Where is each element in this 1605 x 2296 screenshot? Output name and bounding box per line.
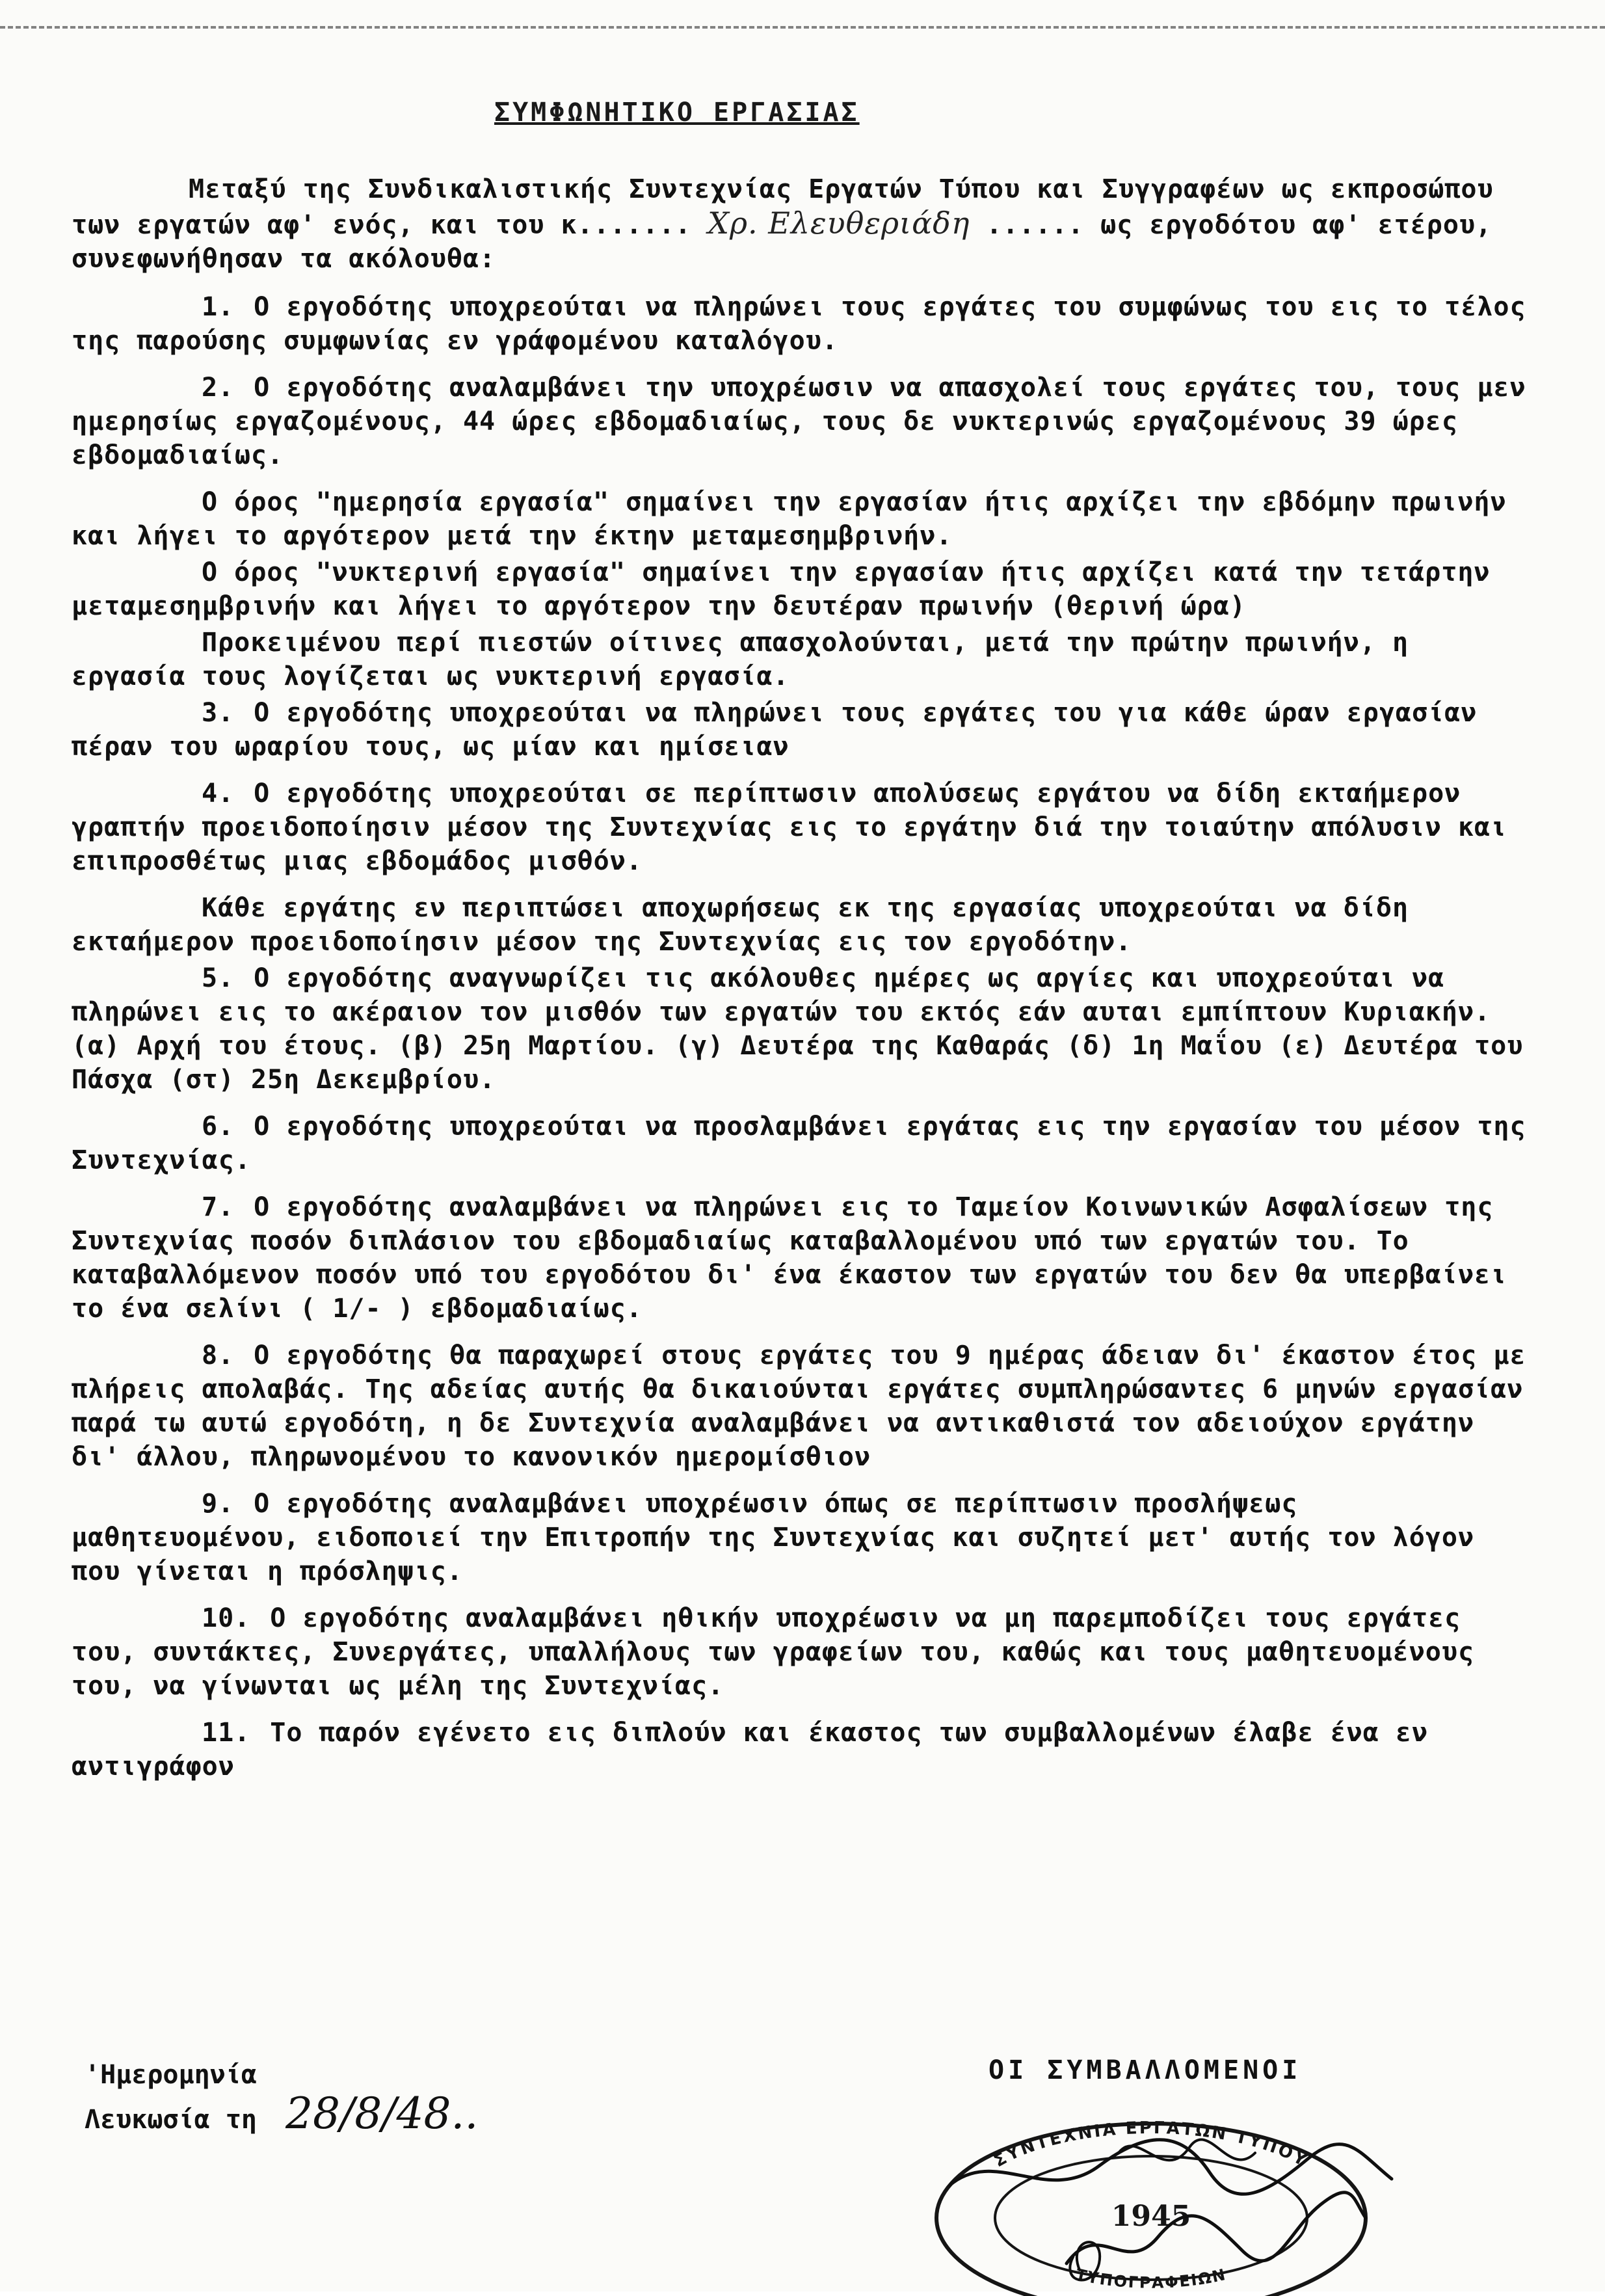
clause-text: Ο εργοδότης υποχρεούται να προσλαμβάνει εργάτας εις την εργασίαν του μέσον της Συντεχνίας. <box>72 1112 1526 1175</box>
clause-1 <box>72 290 1535 358</box>
clause-number: 5. <box>202 963 235 993</box>
clause-text: Ο εργοδότης αναλαμβάνει την υποχρέωσιν να απασχολεί τους εργάτες του, τους μεν ημερησίως εργαζομένους, 44 ώρες εβδομαδιαίως, τους δε νυκτερινώς εργαζομένους 39 ώρες εβδομαδιαίως. <box>72 373 1526 470</box>
intro-line-2: ...... ως εργοδότου αφ' ετέρου, συνεφωνήθησαν τα ακόλουθα: <box>72 210 1492 274</box>
clause-number: 11. <box>202 1718 251 1748</box>
clause-10 <box>72 1601 1535 1703</box>
clause-number: 9. <box>202 1489 235 1519</box>
clause-8 <box>72 1339 1535 1474</box>
document-body <box>72 172 1535 1796</box>
clause-number: 7. <box>202 1192 235 1222</box>
clause-11 <box>72 1716 1535 1783</box>
union-stamp <box>904 2107 1398 2296</box>
page-edge-marks <box>0 26 1605 42</box>
place-date-block <box>85 2055 478 2139</box>
clause-text: Ο εργοδότης αναλαμβάνει ηθικήν υποχρέωσιν να μη παρεμποδίζει τους εργάτες του, συντάκτες, Συνεργάτες, υπαλλήλους των γραφείων του, καθώς και τους μαθητευομένους του, να γίνωνται ως μέλη της Συντεχνίας. <box>72 1603 1475 1701</box>
stamp-top-text: ΣΥΝΤΕΧΝΙΑ ΕΡΓΑΤΩΝ ΤΥΠΟΥ <box>990 2118 1312 2172</box>
handwritten-date: 28/8/48.. <box>285 2089 479 2139</box>
clause-2 <box>72 371 1535 472</box>
stamp-year: 1945 <box>1111 2200 1191 2233</box>
clause-4 <box>72 777 1535 878</box>
intro-line-1: Μεταξύ της Συνδικαλιστικής Συντεχνίας Εργατών Τύπου και Συγγραφέων ως εκπροσώπου των εργατών αφ' ενός, και του κ....... <box>72 174 1494 240</box>
clause-number: 8. <box>202 1341 235 1370</box>
clause-number: 1. <box>202 292 235 322</box>
clause-9 <box>72 1487 1535 1588</box>
place-label: Λευκωσία τη <box>85 2105 257 2135</box>
clause-6 <box>72 1110 1535 1177</box>
clause-number: 6. <box>202 1112 235 1141</box>
clause-text: Ο εργοδότης υποχρεούται να πληρώνει τους εργάτες του για κάθε ώραν εργασίαν πέραν του ωραρίου τους, ως μίαν και ημίσειαν <box>72 698 1478 762</box>
clause-2-subparagraph: Ο όρος "ημερησία εργασία" σημαίνει την εργασίαν ήτις αρχίζει την εβδόμην πρωινήν και λήγει το αργότερον μετά την έκτην μεταμεσημβρινήν. <box>72 487 1507 551</box>
clause-2-subparagraph: Ο όρος "νυκτερινή εργασία" σημαίνει την εργασίαν ήτις αρχίζει κατά την τετάρτην μεταμεσημβρινήν και λήγει το αργότερον την δευτέραν πρωινήν (θερινή ώρα) <box>72 557 1491 621</box>
signatories-label: ΟΙ ΣΥΜΒΑΛΛΟΜΕΝΟΙ <box>988 2055 1302 2085</box>
place-date-line <box>85 2089 479 2139</box>
clause-text: Ο εργοδότης υποχρεούται να πληρώνει τους εργάτες του συμφώνως του εις το τέλος της παρούσης συμφωνίας εν γράφομένου καταλόγου. <box>72 292 1526 356</box>
clause-text: Ο εργοδότης αναγνωρίζει τις ακόλουθες ημέρες ως αργίες και υποχρεούται να πληρώνει εις το ακέραιον τον μισθόν των εργατών του εκτός εάν αυται εμπίπτουν Κυριακήν. (α) Αρχή του έτους. (β) 25η Μαρτίου. (γ) Δευτέρα της Καθαράς (δ) 1η Μαΐου (ε) Δευτέρα του Πάσχα (στ) 25η Δεκεμβρίου. <box>72 963 1524 1095</box>
clause-text: Ο εργοδότης αναλαμβάνει να πληρώνει εις το Ταμείον Κοινωνικών Ασφαλίσεων της Συντεχνίας ποσόν διπλάσιον του εβδομαδιαίως καταβαλλομένου υπό των εργατών του. Το καταβαλλόμενον ποσόν υπό του εργοδότου δι' ένα έκαστον των εργατών του δεν θα υπερβαίνει το ένα σελίνι ( 1/- ) εβδομαδιαίως. <box>72 1192 1507 1324</box>
clause-5 <box>72 961 1535 1097</box>
clause-3 <box>72 696 1535 764</box>
document-heading: ΣΥΜΦΩΝΗΤΙΚΟ ΕΡΓΑΣΙΑΣ <box>494 98 860 127</box>
date-label: 'Ημερομηνία <box>85 2060 257 2090</box>
clause-text: Ο εργοδότης θα παραχωρεί στους εργάτες του 9 ημέρας άδειαν δι' έκαστον έτος με πλήρεις απολαβάς. Της αδείας αυτής θα δικαιούνται εργάτες συμπληρώσαντες 6 μηνών εργασίαν παρά τω αυτώ εργοδότη, η δε Συντεχνία αναλαμβάνει να αντικαθιστά τον αδειούχον εργάτην δι' άλλου, πληρωνομένου το κανονικόν ημερομίσθιον <box>72 1341 1526 1472</box>
clause-text: Ο εργοδότης αναλαμβάνει υποχρέωσιν όπως σε περίπτωσιν προσλήψεως μαθητευομένου, ειδοποιεί την Επιτροπήν της Συντεχνίας και συζητεί μετ' αυτής τον λόγον που γίνεται η πρόσληψις. <box>72 1489 1475 1586</box>
clause-number: 2. <box>202 373 235 403</box>
handwritten-employer-name: Χρ. Ελευθεριάδη <box>708 206 970 241</box>
clause-number: 3. <box>202 698 235 728</box>
clause-2-subparagraph: Προκειμένου περί πιεστών οίτινες απασχολούνται, μετά την πρώτην πρωινήν, η εργασία τους λογίζεται ως νυκτερινή εργασία. <box>72 628 1409 691</box>
clause-number: 10. <box>202 1603 251 1633</box>
clause-7 <box>72 1190 1535 1326</box>
stamp-bottom-text: ΤΥΠΟΓΡΑΦΕΙΩΝ <box>1074 2265 1228 2292</box>
intro-paragraph <box>72 172 1535 276</box>
clause-number: 4. <box>202 779 235 808</box>
clause-4-subparagraph: Κάθε εργάτης εν περιπτώσει αποχωρήσεως εκ της εργασίας υποχρεούται να δίδη εκταήμερον προειδοποίησιν μέσον της Συντεχνίας εις τον εργοδότην. <box>72 893 1409 957</box>
clauses-list <box>72 290 1535 1783</box>
clause-text: Ο εργοδότης υποχρεούται σε περίπτωσιν απολύσεως εργάτου να δίδη εκταήμερον γραπτήν προειδοποίησιν μέσον της Συντεχνίας εις το εργάτην διά την τοιαύτην απόλυσιν και επιπροσθέτως μιας εβδομάδος μισθόν. <box>72 779 1507 876</box>
clause-text: Το παρόν εγένετο εις διπλούν και έκαστος των συμβαλλομένων έλαβε ένα εν αντιγράφον <box>72 1718 1429 1782</box>
